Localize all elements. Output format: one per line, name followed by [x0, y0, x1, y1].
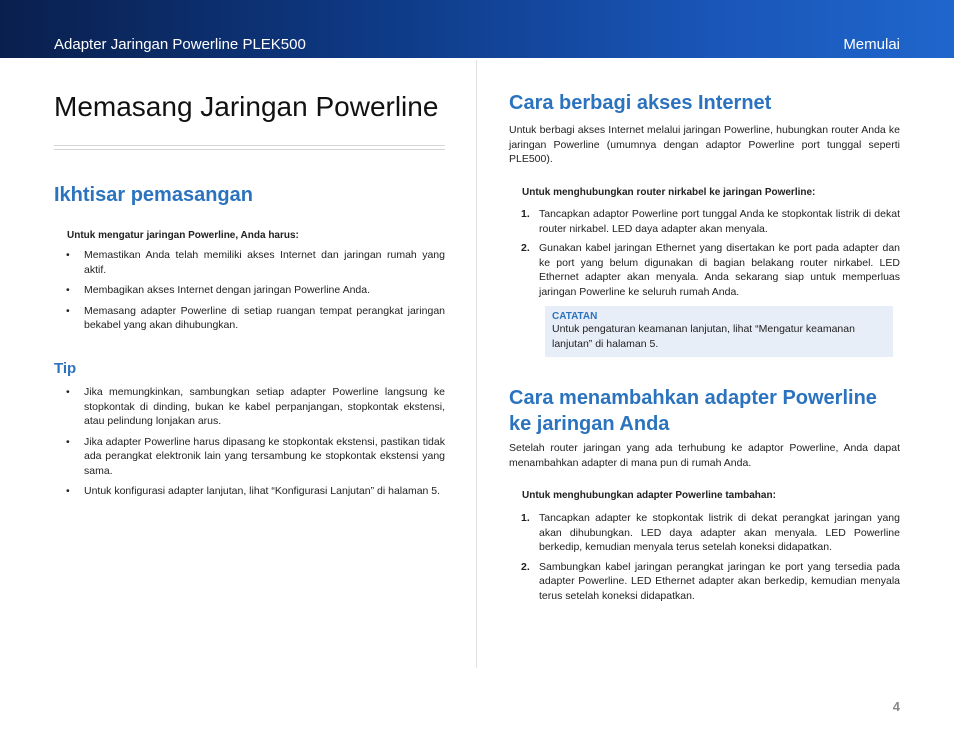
list-item: • Jika adapter Powerline harus dipasang ke stopkontak ekstensi, pastikan tidak ada perangkat elektronik lain yang tersambung ke stopkontak ekstensi yang sama. — [66, 435, 445, 477]
list-item: • Jika memungkinkan, sambungkan setiap adapter Powerline langsung ke stopkontak di dinding, bukan ke kabel perpanjangan, stopkontak ekstensi, atau pelindung lonjakan arus. — [66, 386, 445, 427]
page-header — [0, 0, 954, 58]
add-heading-line2: ke jaringan Anda — [509, 413, 670, 435]
title-rule-bottom — [54, 149, 445, 150]
add-heading — [509, 385, 877, 437]
column-divider — [476, 60, 477, 668]
document-title: Adapter Jaringan Powerline PLEK500 — [54, 36, 306, 53]
add-heading-line1: Cara menambahkan adapter Powerline — [509, 387, 877, 409]
step-item: 1. Tancapkan adaptor Powerline port tunggal Anda ke stopkontak listrik di dekat router nirkabel. LED daya adapter akan menyala. — [521, 208, 900, 235]
add-lead: Untuk menghubungkan adapter Powerline tambahan: — [522, 490, 776, 501]
list-item: • Membagikan akses Internet dengan jaringan Powerline Anda. — [66, 284, 371, 296]
list-item: • Untuk konfigurasi adapter lanjutan, lihat “Konfigurasi Lanjutan” di halaman 5. — [66, 485, 441, 497]
note-text: Untuk pengaturan keamanan lanjutan, lihat “Mengatur keamanan lanjutan” di halaman 5. — [552, 323, 855, 350]
share-steps — [521, 207, 900, 299]
title-rule-top — [54, 145, 445, 146]
share-lead: Untuk menghubungkan router nirkabel ke jaringan Powerline: — [522, 187, 816, 198]
add-intro: Setelah router jaringan yang ada terhubung ke adaptor Powerline, Anda dapat menambahkan adapter di mana pun di rumah Anda. — [509, 442, 900, 469]
note-label: CATATAN — [552, 311, 598, 322]
tip-heading: Tip — [54, 360, 77, 377]
note-box — [545, 306, 893, 357]
page-title: Memasang Jaringan Powerline — [54, 91, 439, 122]
overview-list — [66, 248, 445, 333]
tip-list — [66, 385, 445, 499]
list-item: • Memastikan Anda telah memiliki akses Internet dan jaringan rumah yang aktif. — [66, 249, 445, 276]
add-steps — [521, 511, 900, 603]
list-item: • Memasang adapter Powerline di setiap ruangan tempat perangkat jaringan bekabel yang akan dihubungkan. — [66, 304, 445, 331]
step-item: 1. Tancapkan adapter ke stopkontak listrik di dekat perangkat jaringan yang akan dihubungkan. LED daya adapter akan menyala. LED Powerline berkedip, kemudian menyala terus setelah koneksi didapatkan. — [521, 512, 900, 553]
overview-lead: Untuk mengatur jaringan Powerline, Anda harus: — [67, 230, 299, 241]
step-item: 2. Gunakan kabel jaringan Ethernet yang disertakan ke port pada adapter dan ke port yang belum digunakan di bagian belakang router nirkabel. LED Ethernet adapter akan menyala. Anda sekarang siap untuk memperluas jaringan Powerline ke seluruh rumah Anda. — [521, 242, 900, 298]
share-heading: Cara berbagi akses Internet — [509, 92, 772, 114]
section-name: Memulai — [843, 36, 900, 53]
share-intro: Untuk berbagi akses Internet melalui jaringan Powerline, hubungkan router Anda ke jaringan Powerline (umumnya dengan adaptor Powerline port tunggal seperti PLE500). — [509, 124, 900, 165]
page-number: 4 — [892, 699, 900, 714]
step-item: 2. Sambungkan kabel jaringan perangkat jaringan ke port yang tersedia pada adapter Powerline. LED Ethernet adapter akan berkedip, kemudian menyala terus setelah koneksi didapatkan. — [521, 560, 900, 602]
overview-heading: Ikhtisar pemasangan — [54, 184, 253, 206]
